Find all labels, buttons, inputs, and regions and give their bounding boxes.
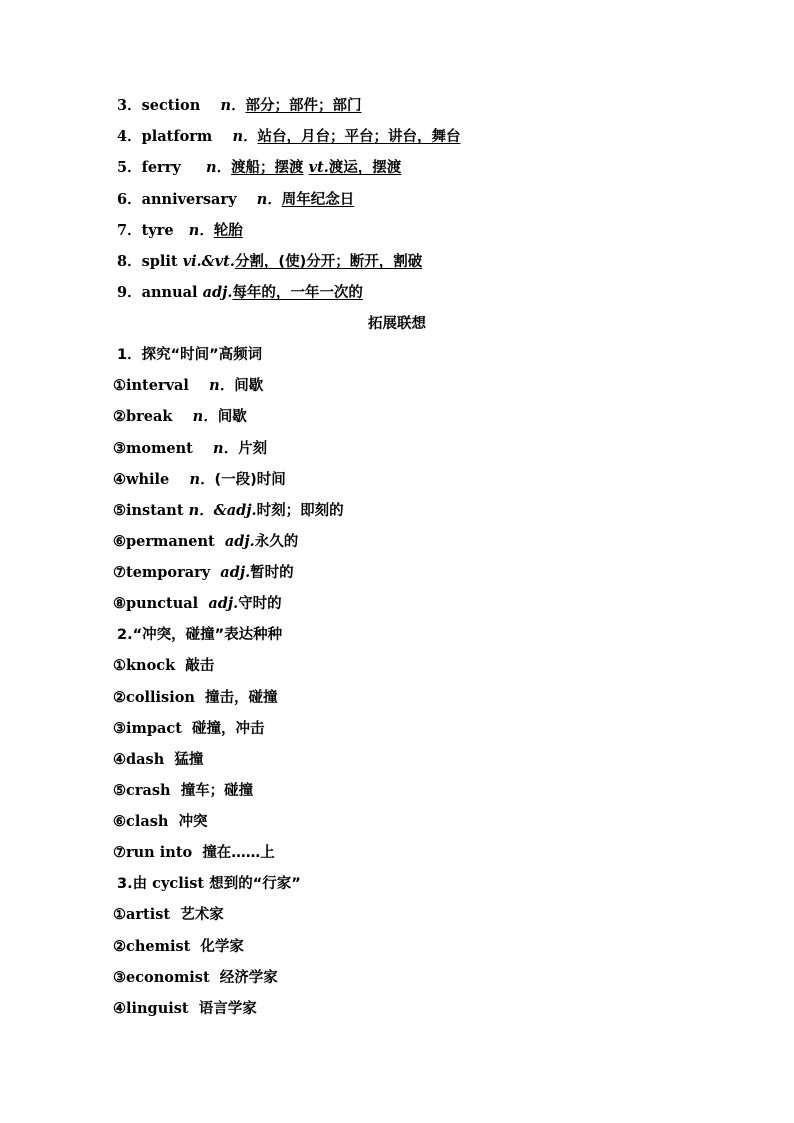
group-title-prefix: 3.由 [117, 876, 148, 892]
vocab-definition: 轮胎 [213, 223, 243, 239]
vocab-item-section [117, 96, 361, 116]
list-item [113, 688, 278, 708]
term-definition: 艺术家 [180, 907, 224, 923]
term-definition: 化学家 [200, 939, 244, 955]
term-definition: 暂时的 [250, 565, 294, 581]
item-number: 5． [117, 159, 142, 176]
circled-number: ③ [113, 720, 126, 737]
item-number: 4． [117, 128, 142, 145]
circled-number: ③ [113, 969, 126, 986]
term-definition: 猛撞 [174, 752, 204, 768]
circled-number: ⑤ [113, 782, 126, 799]
vocab-item-tyre [117, 221, 243, 241]
part-of-speech: adj. [224, 533, 255, 550]
group-title-experts [117, 874, 301, 894]
term-definition: 间歇 [217, 409, 247, 425]
vocab-definition: 部分；部件；部门 [245, 98, 362, 114]
vocab-word: split [141, 253, 178, 270]
term-definition: 撞在……上 [202, 845, 275, 861]
term-word: impact [126, 720, 182, 737]
circled-number: ① [113, 906, 126, 923]
vocab-item-platform [117, 127, 460, 147]
part-of-speech-2: vt. [308, 159, 329, 176]
term-word: break [126, 408, 173, 425]
term-word: dash [126, 751, 165, 768]
vocab-definition-2: 渡运，摆渡 [328, 160, 402, 176]
vocab-definition: 周年纪念日 [281, 192, 355, 208]
circled-number: ④ [113, 1000, 126, 1017]
list-item [113, 407, 247, 427]
list-item [113, 719, 265, 739]
vocab-word: ferry [141, 159, 181, 176]
part-of-speech: n． [232, 128, 258, 145]
term-word: permanent [126, 533, 215, 550]
vocab-word: annual [141, 284, 198, 301]
group-title-word: cyclist [152, 875, 205, 892]
term-definition: (一段)时间 [214, 472, 286, 488]
term-word: instant [126, 502, 184, 519]
list-item [113, 532, 298, 552]
part-of-speech: n． [188, 222, 214, 239]
term-definition: 片刻 [238, 441, 268, 457]
part-of-speech: n． [256, 191, 282, 208]
list-item [113, 843, 275, 863]
term-word: artist [126, 906, 171, 923]
term-definition: 冲突 [178, 814, 208, 830]
circled-number: ④ [113, 471, 126, 488]
term-word: run into [126, 844, 193, 861]
item-number: 7． [117, 222, 142, 239]
list-item [113, 439, 267, 459]
term-word: temporary [126, 564, 211, 581]
list-item [113, 594, 282, 614]
vocab-item-split [117, 252, 422, 272]
vocab-word: section [141, 97, 201, 114]
term-word: collision [126, 689, 195, 706]
list-item [113, 968, 278, 988]
term-definition: 时刻；即刻的 [256, 503, 344, 519]
extension-heading: 拓展联想 [368, 316, 426, 332]
vocab-item-annual [117, 283, 363, 303]
circled-number: ⑥ [113, 533, 126, 550]
circled-number: ② [113, 938, 126, 955]
term-definition: 撞车；碰撞 [180, 783, 254, 799]
circled-number: ⑧ [113, 595, 126, 612]
part-of-speech: n． [209, 377, 235, 394]
term-word: knock [126, 657, 176, 674]
term-definition: 经济学家 [219, 970, 278, 986]
circled-number: ⑦ [113, 844, 126, 861]
part-of-speech: vi.&vt. [182, 253, 235, 270]
list-item [113, 905, 224, 925]
item-number: 3． [117, 97, 142, 114]
term-word: clash [126, 813, 169, 830]
term-word: linguist [126, 1000, 189, 1017]
vocab-definition: 站台，月台；平台；讲台，舞台 [257, 129, 461, 145]
circled-number: ① [113, 657, 126, 674]
list-item [113, 563, 294, 583]
term-word: chemist [126, 938, 191, 955]
list-item [113, 781, 253, 801]
list-item [113, 501, 344, 521]
term-word: interval [126, 377, 189, 394]
vocab-definition: 渡船；摆渡 [231, 160, 304, 176]
term-definition: 语言学家 [198, 1001, 257, 1017]
circled-number: ① [113, 377, 126, 394]
list-item [113, 376, 263, 396]
vocab-item-anniversary [117, 190, 354, 210]
item-number: 9． [117, 284, 142, 301]
vocab-word: platform [141, 128, 213, 145]
list-item [113, 656, 214, 676]
vocab-definition: 分割，(使)分开；断开，割破 [234, 254, 423, 270]
list-item [113, 470, 286, 490]
circled-number: ② [113, 408, 126, 425]
group-title-suffix: 想到的“行家” [209, 876, 301, 892]
circled-number: ③ [113, 440, 126, 457]
term-definition: 撞击，碰撞 [205, 690, 278, 706]
part-of-speech: adj. [220, 564, 251, 581]
circled-number: ⑦ [113, 564, 126, 581]
vocab-word: tyre [141, 222, 174, 239]
part-of-speech: n． [213, 440, 239, 457]
term-definition: 守时的 [238, 596, 282, 612]
term-word: while [126, 471, 170, 488]
term-word: economist [126, 969, 210, 986]
part-of-speech: n． [188, 502, 214, 519]
part-of-speech: n． [206, 159, 232, 176]
group-title-time: 1．探究“时间”高频词 [117, 347, 263, 363]
part-of-speech: adj. [208, 595, 239, 612]
term-word: moment [126, 440, 193, 457]
circled-number: ④ [113, 751, 126, 768]
list-item [113, 750, 203, 770]
term-definition: 永久的 [254, 534, 299, 550]
term-definition: 敲击 [185, 658, 215, 674]
part-of-speech: n． [189, 471, 215, 488]
vocab-item-ferry [117, 158, 401, 178]
term-definition: 碰撞，冲击 [192, 721, 265, 737]
circled-number: ② [113, 689, 126, 706]
part-of-speech: n． [192, 408, 218, 425]
vocab-word: anniversary [141, 191, 237, 208]
item-number: 8． [117, 253, 142, 270]
vocab-definition: 每年的，一年一次的 [232, 285, 363, 301]
part-of-speech: adj. [202, 284, 233, 301]
term-word: punctual [126, 595, 199, 612]
part-of-speech: n． [220, 97, 246, 114]
list-item [113, 999, 257, 1019]
term-word: crash [126, 782, 171, 799]
list-item [113, 937, 244, 957]
circled-number: ⑥ [113, 813, 126, 830]
term-definition: 间歇 [234, 378, 264, 394]
list-item [113, 812, 208, 832]
part-of-speech-extra: &adj. [213, 502, 257, 519]
group-title-collision: 2.“冲突，碰撞”表达种种 [117, 627, 283, 643]
item-number: 6． [117, 191, 142, 208]
circled-number: ⑤ [113, 502, 126, 519]
